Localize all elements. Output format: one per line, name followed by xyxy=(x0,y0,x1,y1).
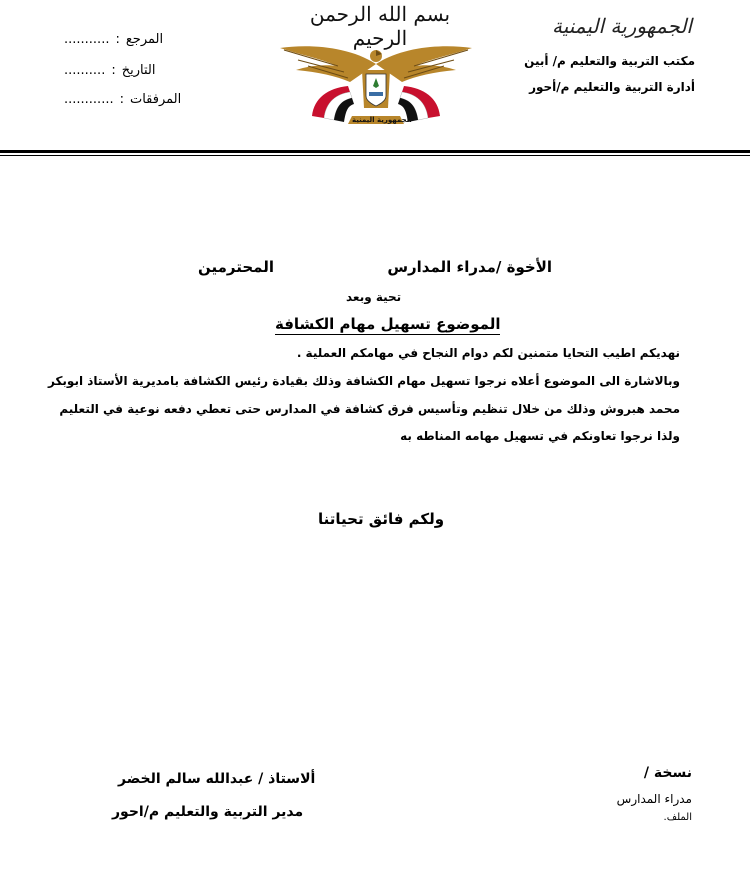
basmala-calligraphy: بسم الله الرحمن الرحيم xyxy=(309,2,451,50)
copy-label: نسخة / xyxy=(643,765,692,781)
emblem-caption: الجمهورية اليمنية xyxy=(352,116,412,124)
reference-row: ........... : المرجع xyxy=(64,32,164,47)
attachments-label: المرفقات xyxy=(129,92,182,107)
attachments-row: ............ : المرفقات xyxy=(64,92,182,107)
body-paragraph-2: وبالاشارة الى الموضوع أعلاه نرجوا تسهيل مهام الكشافة وذلك بقيادة رئيس الكشافة بامديرية الأستاذ ابوبكر xyxy=(47,374,680,388)
copy-recipient: مدراء المدارس xyxy=(616,792,692,806)
date-label: التاريخ xyxy=(121,63,156,78)
office-name-line-1: مكتب التربية والتعليم م/ أبين xyxy=(524,54,695,68)
addressee: الأخوة /مدراء المدارس xyxy=(387,258,552,276)
reference-value: ........... xyxy=(64,32,110,47)
body-paragraph-3: محمد هبروش وذلك من خلال تنظيم وتأسيس فرق كشافة في المدارس حتى تعطي دفعه نوعية في التعليم xyxy=(59,402,680,416)
greeting: تحية وبعد xyxy=(346,290,402,304)
body-paragraph-4: ولذا نرجوا تعاونكم في تسهيل مهامه المناطه به xyxy=(400,429,680,443)
country-name-calligraphy: الجمهورية اليمنية xyxy=(551,14,692,38)
closing-regards: ولكم فائق تحياتنا xyxy=(318,510,445,528)
date-row: .......... : التاريخ xyxy=(64,63,156,78)
header-separator-thin xyxy=(0,155,750,156)
file-label: الملف. xyxy=(663,812,692,823)
header-separator xyxy=(0,150,750,153)
respected-salutation: المحترمين xyxy=(198,258,275,276)
subject-line: الموضوع تسهيل مهام الكشافة xyxy=(275,315,501,333)
body-paragraph-1: نهديكم اطيب التحايا متمنين لكم دوام النجاح في مهامكم العملية . xyxy=(296,346,680,360)
reference-label: المرجع xyxy=(125,32,164,47)
signer-title: مدير التربية والتعليم م/احور xyxy=(112,804,304,820)
office-name-line-2: أدارة التربية والتعليم م/أحور xyxy=(529,80,695,94)
date-value: .......... xyxy=(64,63,106,78)
signer-name: ألاستاذ / عبدالله سالم الخضر xyxy=(118,771,316,787)
attachments-value: ............ xyxy=(64,92,114,107)
